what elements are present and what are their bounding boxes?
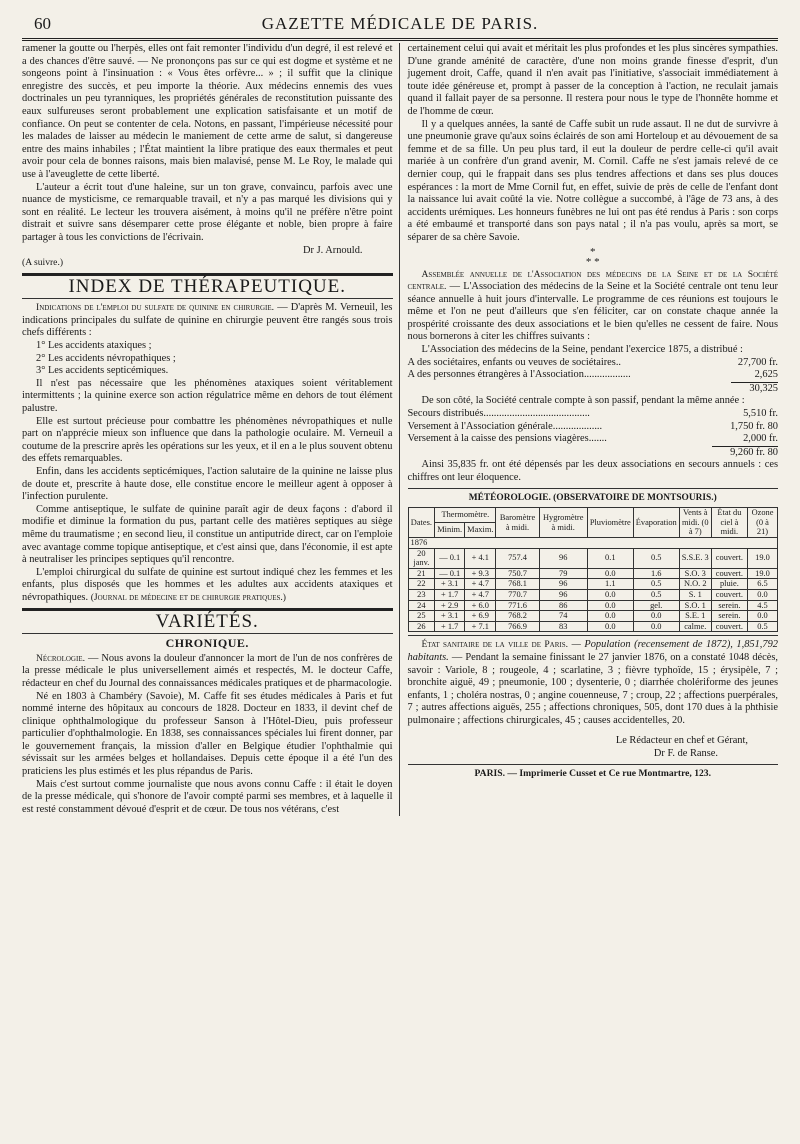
table-cell: S.O. 1 bbox=[679, 600, 711, 611]
table-row bbox=[408, 537, 778, 548]
col-header: Ozone (0 à 21) bbox=[748, 508, 778, 538]
header-rule bbox=[22, 38, 778, 41]
table-cell: 0.5 bbox=[748, 621, 778, 632]
source-citation: (Journal de médecine et de chirurgie pratiques.) bbox=[90, 591, 286, 603]
subsection-title: CHRONIQUE. bbox=[165, 636, 249, 651]
to-be-continued: (A suivre.) bbox=[22, 257, 64, 269]
paragraph: De son côté, la Société centrale compte à son passif, pendant la même année : bbox=[421, 395, 745, 407]
table-cell: 0.0 bbox=[587, 600, 633, 611]
table-cell: couvert. bbox=[711, 589, 747, 600]
table-cell: 19.0 bbox=[748, 568, 778, 579]
item-heading: État sanitaire de la ville de Paris. bbox=[421, 639, 569, 651]
editor-line: Le Rédacteur en chef et Gérant, bbox=[615, 735, 748, 747]
section-rule bbox=[408, 764, 779, 765]
paragraph: certainement celui qui avait et méritait les plus profondes et les plus sincères sympathies. D'une grande aménité de caractère, d'une non moins grande finesse d'esprit, d'un jugement droit, Caffe, quand il n'en avait pas l'initiative, s'associait immédiatement à toute idée généreuse et, prompt à passer de la conception à l'action, ne reculait jamais quand il fallait payer de sa personne. Il restera pour nous le type de l'honnête homme et de l'homme de cœur. bbox=[407, 43, 778, 117]
item-heading: Nécrologie. bbox=[36, 652, 85, 664]
table-cell: 757.4 bbox=[496, 548, 539, 568]
col-header: Hygromètre à midi. bbox=[539, 508, 587, 538]
table-cell: 1.1 bbox=[587, 579, 633, 590]
paragraph bbox=[22, 653, 393, 691]
table-cell: 86 bbox=[539, 600, 587, 611]
table-row bbox=[408, 579, 778, 590]
table-cell: + 3.1 bbox=[435, 611, 465, 622]
table-cell: 24 bbox=[408, 600, 435, 611]
table-cell: 0.5 bbox=[633, 579, 679, 590]
table-cell: S.E. 1 bbox=[679, 611, 711, 622]
table-cell: 20 janv. bbox=[408, 548, 435, 568]
table-cell: + 3.1 bbox=[435, 579, 465, 590]
section-rule bbox=[22, 633, 393, 634]
section-rule bbox=[408, 635, 779, 636]
account-total bbox=[408, 446, 779, 460]
table-cell: couvert. bbox=[711, 568, 747, 579]
table-row bbox=[408, 568, 778, 579]
table-cell: 23 bbox=[408, 589, 435, 600]
table-cell: 19.0 bbox=[748, 548, 778, 568]
left-column bbox=[22, 43, 399, 816]
table-cell: 0.5 bbox=[633, 548, 679, 568]
col-header: Baromètre à midi. bbox=[496, 508, 539, 538]
table-cell: 26 bbox=[408, 621, 435, 632]
paragraph bbox=[408, 639, 779, 727]
table-cell: pluie. bbox=[711, 579, 747, 590]
table-cell: 0.0 bbox=[587, 621, 633, 632]
table-cell: 83 bbox=[539, 621, 587, 632]
signature: Dr J. Arnould. bbox=[303, 244, 363, 256]
item-heading: Assemblée annuelle de l'Association des médecins de la Seine et de la Société centrale. bbox=[407, 268, 778, 293]
col-header: Minim. bbox=[435, 523, 465, 538]
table-cell: calme. bbox=[679, 621, 711, 632]
table-cell: 768.1 bbox=[496, 579, 539, 590]
table-cell: + 6.0 bbox=[465, 600, 496, 611]
table-cell: 21 bbox=[408, 568, 435, 579]
table-row bbox=[408, 600, 778, 611]
col-header-group: Thermomètre. bbox=[435, 508, 496, 523]
table-cell: 6.5 bbox=[748, 579, 778, 590]
table-cell: + 4.1 bbox=[465, 548, 496, 568]
paragraph bbox=[408, 269, 779, 345]
table-cell: + 9.3 bbox=[465, 568, 496, 579]
table-cell: 766.9 bbox=[496, 621, 539, 632]
section-title-varietes: VARIÉTÉS. bbox=[155, 610, 259, 632]
col-header: État du ciel à midi. bbox=[711, 508, 747, 538]
table-year: 1876 bbox=[408, 537, 778, 548]
account-row bbox=[408, 433, 779, 446]
table-cell: 0.0 bbox=[748, 589, 778, 600]
col-header: Pluviomètre bbox=[587, 508, 633, 538]
paragraph-text: — D'après M. Verneuil, les indications principales du sulfate de quinine en chirurgie peuvent être rangés sous trois chefs différents : bbox=[22, 302, 393, 339]
table-cell: 1.6 bbox=[633, 568, 679, 579]
columns bbox=[22, 43, 778, 816]
table-row bbox=[408, 548, 778, 568]
account-label: Versement à la caisse des pensions viagères....... bbox=[407, 433, 607, 445]
section-title-index: INDEX DE THÉRAPEUTIQUE. bbox=[68, 275, 347, 297]
table-cell: 0.0 bbox=[633, 611, 679, 622]
paragraph: Elle est surtout précieuse pour combattre les phénomènes névropathiques et nulle part on n'apprécie mieux son influence que dans la pathologie oculaire. M. Verneuil a coutume de la prescrire après les opérations sur les yeux, et il en a le plus souvent obtenu des effets remarquables. bbox=[22, 415, 393, 465]
account-value: 27,700 fr. bbox=[737, 356, 778, 368]
account-value: 5,510 fr. bbox=[743, 408, 778, 420]
asterism-separator: * * * bbox=[585, 245, 600, 268]
paragraph-text: — Pendant la semaine finissant le 27 janvier 1876, on a constaté 1048 décès, savoir : Variole, 8 ; rougeole, 4 ; scarlatine, 3 ; fièvre typhoïde, 15 ; érysipèle, 7 ; bronchite aiguë, 49 ; pneumonie, 100 ; dysenterie, 0 ; diarrhée cholériforme des jeunes enfants, 1 ; choléra nostras, 0 ; angine couenneuse, 7 ; croup, 22 ; affections puerpérales, 7 ; autres affections aiguës, 255 ; affections chroniques, 505, dont 170 dues à la phthisie pulmonaire ; affections chirurgicales, 45 ; causes accidentelles, 20. bbox=[407, 651, 778, 726]
meteo-table-body bbox=[408, 537, 778, 631]
page-number: 60 bbox=[34, 14, 51, 33]
list-item: 2° Les accidents névropathiques ; bbox=[36, 352, 176, 364]
paragraph: Il n'est pas nécessaire que les phénomènes ataxiques soient véritablement intermittents ; la quinine exerce son action régulatrice même en dehors de tout élément palustre. bbox=[22, 377, 393, 415]
table-cell: 750.7 bbox=[496, 568, 539, 579]
table-cell: + 1.7 bbox=[435, 621, 465, 632]
section-rule bbox=[22, 298, 393, 299]
account-label: Secours distribués......................................... bbox=[407, 408, 590, 420]
account-value: 2,625 bbox=[754, 369, 778, 381]
paragraph-text: — Nous avons la douleur d'annoncer la mort de l'un de nos confrères de la presse médicale le plus universellement aimés et respectés, M. le docteur Caffe, rédacteur en chef du Journal des connaissances médicales pratiques et de pharmacologie. bbox=[22, 652, 393, 689]
col-header: Évaporation bbox=[633, 508, 679, 538]
paragraph: Né en 1803 à Chambéry (Savoie), M. Caffe fit ses études médicales à Paris et fut nommé interne des hôpitaux au concours de 1828. Docteur en 1833, il devint chef de clinique ophthalmologique du professeur Sanson à l'Hôtel-Dieu, puis professeur particulier d'ophthalmologie. En 1838, ses connaissances spéciales lui firent donner, par le gouvernement français, la mission d'aller en Belgique étudier l'ophthalmie qui sévissait sur les armées belges et hollandaises. Depuis cette époque il a été l'un des praticiens les plus estimés et les plus répandus de Paris. bbox=[22, 690, 393, 778]
table-cell: 0.0 bbox=[633, 621, 679, 632]
paragraph-text: L'emploi chirurgical du sulfate de quinine est surtout indiqué chez les femmes et les enfants, plus disposés que les hommes et les adultes aux accidents ataxiques et névropathiques. bbox=[22, 566, 393, 603]
table-cell: 0.1 bbox=[587, 548, 633, 568]
table-cell: 0.0 bbox=[587, 589, 633, 600]
table-cell: — 0.1 bbox=[435, 548, 465, 568]
paragraph bbox=[22, 567, 393, 605]
table-cell: 0.5 bbox=[633, 589, 679, 600]
table-cell: + 6.9 bbox=[465, 611, 496, 622]
table-cell: 770.7 bbox=[496, 589, 539, 600]
table-cell: 768.2 bbox=[496, 611, 539, 622]
table-cell: S.O. 3 bbox=[679, 568, 711, 579]
paragraph bbox=[22, 302, 393, 340]
paragraph: L'auteur a écrit tout d'une haleine, sur un ton grave, convaincu, parfois avec une nuance de mysticisme, ce remarquable travail, et n'y a pas marqué les divisions qui y sont en réalité. Le lecteur les trouvera aisément, à moins qu'il ne préfère n'être point distrait et suivre sans désemparer cette prose élégante et noble, bien propre à faire partager à tous les convictions de l'écrivain. bbox=[22, 181, 393, 243]
table-cell: serein. bbox=[711, 611, 747, 622]
table-cell: 25 bbox=[408, 611, 435, 622]
account-value: 2,000 fr. bbox=[743, 433, 778, 445]
table-cell: + 7.1 bbox=[465, 621, 496, 632]
account-row bbox=[408, 357, 779, 370]
account-label: A des personnes étrangères à l'Association.................. bbox=[407, 369, 631, 381]
item-heading: Indications de l'emploi du sulfate de quinine en chirurgie. bbox=[36, 302, 275, 314]
paragraph-text: — L'Association des médecins de la Seine et la Société centrale ont tenu leur séance annuelle à huit jours d'intervalle. Le programme de ces réunions est toujours le même et l'on ne peut d'ailleurs que s'en féliciter, car on constate chaque année la prospérité croissante des deux associations et le bien qu'elles ne cessent de faire. Nous nous bornerons à citer les chiffres suivants : bbox=[407, 281, 778, 343]
table-cell: 22 bbox=[408, 579, 435, 590]
printer-line: PARIS. — Imprimerie Cusset et Ce rue Montmartre, 123. bbox=[474, 767, 711, 779]
table-cell: 0.0 bbox=[587, 568, 633, 579]
paragraph: Mais c'est surtout comme journaliste que nous avons connu Caffe : il était le doyen de la presse médicale, qui s'honore de l'avoir compté parmi ses membres, et à laquelle il est resté constamment dévoué d'esprit et de cœur. De tous nos vétérans, c'est bbox=[22, 778, 393, 815]
account-total-value: 9,260 fr. 80 bbox=[712, 446, 778, 460]
col-header: Dates. bbox=[408, 508, 435, 538]
list-item: 1° Les accidents ataxiques ; bbox=[36, 340, 152, 352]
meteo-table bbox=[408, 507, 779, 632]
population-text: — Population (recensement de 1872), 1,851,792 habitants. bbox=[407, 639, 778, 663]
page-title: GAZETTE MÉDICALE DE PARIS. bbox=[261, 14, 539, 33]
table-cell: couvert. bbox=[711, 621, 747, 632]
paragraph: Enfin, dans les accidents septicémiques, l'action salutaire de la quinine ne laisse plus de doute et, prescrite à haute dose, elle constitue encore le meilleur agent à opposer à l'infection purulente. bbox=[22, 466, 393, 503]
table-cell: — 0.1 bbox=[435, 568, 465, 579]
table-cell: + 4.7 bbox=[465, 579, 496, 590]
account-label: A des sociétaires, enfants ou veuves de sociétaires.. bbox=[407, 356, 622, 368]
paragraph: Il y a quelques années, la santé de Caffe subit un rude assaut. Il ne dut de survivre à une pneumonie grave qu'aux soins éclairés de son ami Horteloup et au dévouement de sa femme et de sa fille. Un peu plus tard, il eut la douleur de perdre celle-ci qu'il avait mariée à un confrère d'un grand avenir, M. Cornil. Caffe ne s'est jamais relevé de ce dernier coup, qui le frappait dans ses plus tendres affections et dans ses plus douces espérances : la mort de Mme Cornil fut, en effet, suivie de près de celle de l'enfant dont la naissance lui avait coûté la vie. Notre collègue a succombé, à l'âge de 73 ans, à des accidents urémiques. Les honneurs funèbres ne lui ont pas été rendus à Paris : son corps a été embaumé et transporté dans son pays natal ; il n'a pas voulu, après sa mort, se séparer de sa chère Savoie. bbox=[407, 118, 778, 243]
table-cell: 79 bbox=[539, 568, 587, 579]
right-column bbox=[399, 43, 779, 816]
table-cell: + 1.7 bbox=[435, 589, 465, 600]
account-row bbox=[408, 369, 779, 382]
table-cell: couvert. bbox=[711, 548, 747, 568]
list-item: 3° Les accidents septicémiques. bbox=[36, 365, 169, 377]
table-cell: 771.6 bbox=[496, 600, 539, 611]
col-header: Vents à midi. (0 à 7) bbox=[679, 508, 711, 538]
account-value: 1,750 fr. 80 bbox=[730, 420, 778, 432]
table-cell: gel. bbox=[633, 600, 679, 611]
editor-name: Dr F. de Ranse. bbox=[653, 748, 718, 760]
table-cell: 96 bbox=[539, 579, 587, 590]
section-rule bbox=[408, 488, 779, 489]
page-header bbox=[22, 8, 778, 34]
table-cell: S.S.E. 3 bbox=[679, 548, 711, 568]
table-cell: + 4.7 bbox=[465, 589, 496, 600]
table-row bbox=[408, 589, 778, 600]
paragraph: Ainsi 35,835 fr. ont été dépensés par les deux associations en secours annuels : ces chiffres ont leur éloquence. bbox=[407, 459, 778, 483]
table-cell: 96 bbox=[539, 548, 587, 568]
paragraph: L'Association des médecins de la Seine, pendant l'exercice 1875, a distribué : bbox=[421, 344, 743, 356]
table-row bbox=[408, 621, 778, 632]
col-header: Maxim. bbox=[465, 523, 496, 538]
account-row bbox=[408, 421, 779, 434]
table-cell: S. 1 bbox=[679, 589, 711, 600]
paragraph: ramener la goutte ou l'herpès, elles ont fait remonter l'individu d'un degré, il est relevé et a des chances d'être sauvé. — Ne prononçons pas sur ce qui est dogme et système et ne songeons point à l'insinuation : « Vous êtes orfèvre... » ; il suffit que la clinique enregistre des succès, et peu importe la théorie. Aux médecins ennemis des vues doctrinales un peu tyranniques, les propriétés générales de reconstitution puissante des eaux sulfureuses seront probablement une explication satisfaisante et un motif de confiance. On peut se contenter de cela. Notons, en passant, l'impérieuse nécessité pour les malades de laisser au médecin le maniement de cette arme de salut, si dangereuse entre des mains inhabiles ; l'État maintient la libre pratique des eaux thermales et peut avoir pour cela de bonnes raisons, mais bien malavisé, pense M. Le Roy, le malade qui use à l'aveuglette de cette liberté. bbox=[22, 43, 393, 180]
table-cell: N.O. 2 bbox=[679, 579, 711, 590]
account-total-value: 30,325 bbox=[731, 382, 778, 396]
table-cell: + 2.9 bbox=[435, 600, 465, 611]
table-cell: serein. bbox=[711, 600, 747, 611]
account-label: Versement à l'Association générale................... bbox=[407, 420, 603, 432]
account-row bbox=[408, 408, 779, 421]
meteo-table-title: MÉTÉOROLOGIE. (OBSERVATOIRE DE MONTSOURIS.) bbox=[468, 492, 717, 503]
table-cell: 4.5 bbox=[748, 600, 778, 611]
paragraph: Comme antiseptique, le sulfate de quinine paraît agir de deux façons : d'abord il modifie et diminue la formation du pus, partant celle des matières septiques au siège même du traumatisme ; en second lieu, il constitue un antiputride direct, car on l'emploie avec avantage comme topique antiseptique, et c'est ainsi que, dans l'économie, il est apte à neutraliser les principes septiques qu'il rencontre. bbox=[22, 503, 393, 566]
account-total bbox=[408, 382, 779, 396]
table-cell: 0.0 bbox=[748, 611, 778, 622]
table-cell: 96 bbox=[539, 589, 587, 600]
table-cell: 0.0 bbox=[587, 611, 633, 622]
table-cell: 74 bbox=[539, 611, 587, 622]
table-row bbox=[408, 611, 778, 622]
